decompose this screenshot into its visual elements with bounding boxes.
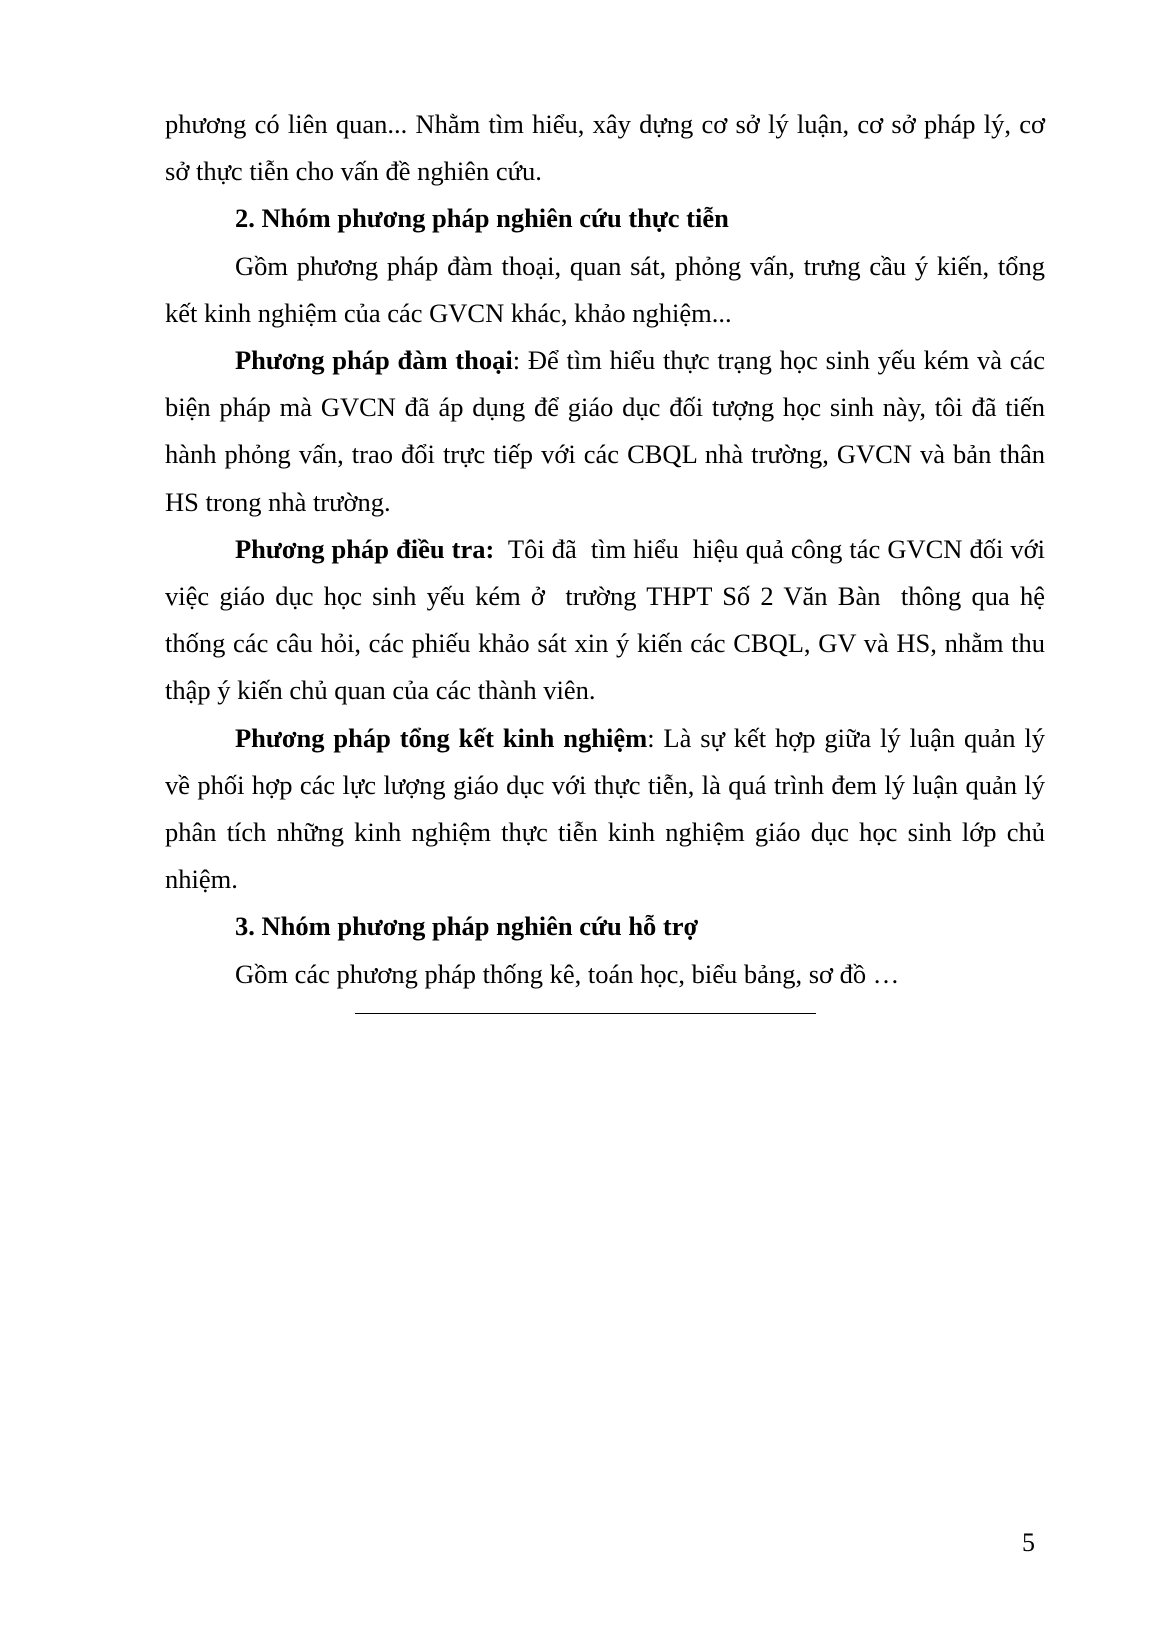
method-dialogue-name: Phương pháp đàm thoại: [235, 345, 513, 376]
intro-continuation-paragraph: phương có liên quan... Nhằm tìm hiểu, xây dựng cơ sở lý luận, cơ sở pháp lý, cơ sở thực tiễn cho vấn đề nghiên cứu.: [165, 109, 1045, 187]
method-experience-separator: :: [647, 722, 655, 753]
method-survey-name: Phương pháp điều tra:: [235, 533, 495, 564]
method-experience-text: Là sự kết hợp giữa lý luận quản lý về phối hợp các lực lượng giáo dục với thực tiễn, là quá trình đem lý luận quản lý phân tích những kinh nghiệm thực tiễn kinh nghiệm giáo dục học sinh lớp chủ nhiệm.: [165, 722, 1045, 895]
section-3-summary-paragraph: Gồm các phương pháp thống kê, toán học, biểu bảng, sơ đồ …: [235, 958, 900, 989]
method-dialogue-paragraph: [165, 337, 1045, 526]
method-survey-paragraph: [165, 526, 1052, 715]
document-body: [165, 101, 1052, 998]
section-2-heading: 2. Nhóm phương pháp nghiên cứu thực tiễn: [235, 203, 729, 234]
section-3-heading: 3. Nhóm phương pháp nghiên cứu hỗ trợ: [235, 911, 699, 942]
method-survey-text: Tôi đã tìm hiểu hiệu quả công tác GVCN đối với việc giáo dục học sinh yếu kém ở trường THPT Số 2 Văn Bàn thông qua hệ thống các câu hỏi, các phiếu khảo sát xin ý kiến các CBQL, GV và HS, nhằm thu thập ý kiến chủ quan của các thành viên.: [165, 533, 1052, 706]
page-number: 5: [1022, 1528, 1035, 1557]
method-dialogue-text: Để tìm hiểu thực trạng học sinh yếu kém và các biện pháp mà GVCN đã áp dụng để giáo dục đối tượng học sinh này, tôi đã tiến hành phỏng vấn, trao đổi trực tiếp với các CBQL nhà trường, GVCN và bản thân HS trong nhà trường.: [165, 345, 1045, 517]
method-experience-paragraph: [165, 715, 1045, 904]
method-experience-name: Phương pháp tổng kết kinh nghiệm: [235, 722, 648, 753]
section-2-summary-paragraph: Gồm phương pháp đàm thoại, quan sát, phỏng vấn, trưng cầu ý kiến, tổng kết kinh nghiệm của các GVCN khác, khảo nghiệm...: [165, 250, 1045, 328]
section-end-rule: [355, 1013, 816, 1014]
method-dialogue-separator: :: [512, 345, 521, 376]
